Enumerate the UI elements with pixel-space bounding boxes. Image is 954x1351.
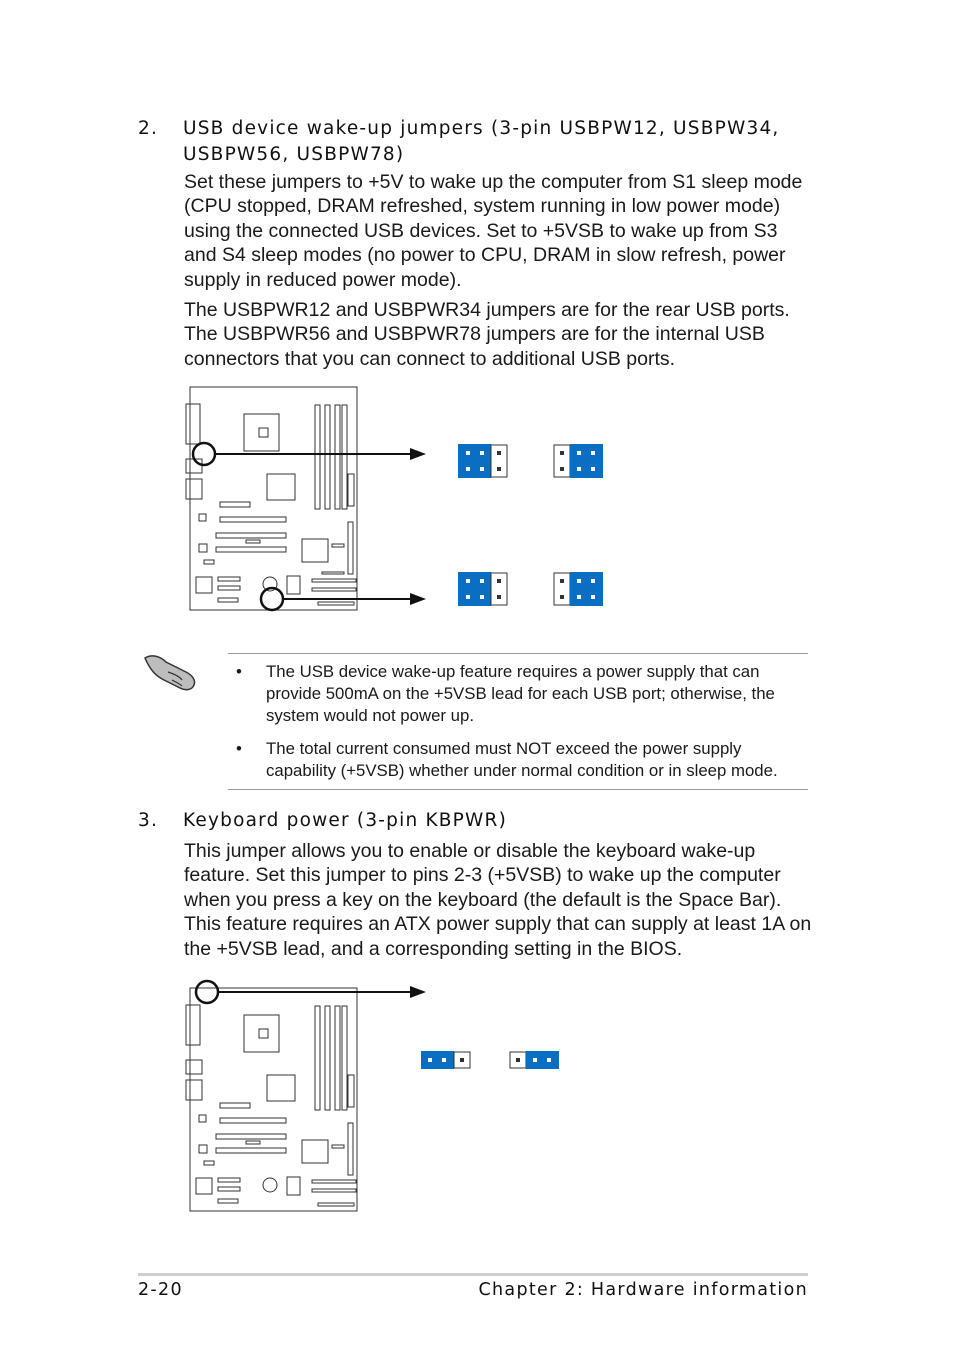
chapter-title: Chapter 2: Hardware information [478, 1280, 808, 1300]
bullet: • [236, 662, 242, 681]
usbpw12-jumper-setting-2-3 [553, 444, 603, 478]
hand-pointing-icon [142, 650, 200, 694]
usbpw12-jumper-setting-1-2 [458, 444, 508, 478]
footer-rule [138, 1273, 808, 1276]
bullet: • [236, 739, 242, 758]
kbpwr-jumper-setting-2-3 [509, 1051, 559, 1069]
note-bottom-rule [228, 789, 808, 790]
usbpw56-jumper-setting-2-3 [553, 572, 603, 606]
section-title: Keyboard power (3-pin KBPWR) [183, 810, 507, 831]
note-text: The USB device wake-up feature requires a power supply that can provide 500mA on the +5VSB lead for each USB port; otherwise, the system would not power up. [266, 662, 775, 725]
note-text: The total current consumed must NOT exceed the power supply capability (+5VSB) whether under normal condition or in sleep mode. [266, 739, 778, 780]
motherboard-diagram-usb [182, 384, 432, 616]
note-top-rule [228, 653, 808, 654]
section-number: 2. [138, 118, 159, 139]
section-title: USB device wake-up jumpers (3-pin USBPW12, USBPW34, USBPW56, USBPW78) [183, 118, 780, 165]
section-3-paragraph: This jumper allows you to enable or disable the keyboard wake-up feature. Set this jumper to pins 2-3 (+5VSB) to wake up the computer when you press a key on the keyboard (the default is the Space Bar). This feature requires an ATX power supply that can supply at least 1A on the +5VSB lead, and a corresponding setting in the BIOS. [184, 840, 812, 960]
section-2-paragraph-1: Set these jumpers to +5V to wake up the computer from S1 sleep mode (CPU stopped, DRAM refreshed, system running in low power mode) using the connected USB devices. Set to +5VSB to wake up from S3 and S4 sleep modes (no power to CPU, DRAM in slow refresh, power supply in reduced power mode). [184, 171, 803, 291]
kbpwr-jumper-setting-1-2 [421, 1051, 471, 1069]
section-number: 3. [138, 810, 159, 831]
motherboard-diagram-kbpwr [182, 978, 432, 1216]
usbpw56-jumper-setting-1-2 [458, 572, 508, 606]
page-number: 2-20 [138, 1280, 183, 1300]
section-2-paragraph-2: The USBPWR12 and USBPWR34 jumpers are for the rear USB ports. The USBPWR56 and USBPWR78 jumpers are for the internal USB connectors that you can connect to additional USB ports. [184, 299, 790, 370]
